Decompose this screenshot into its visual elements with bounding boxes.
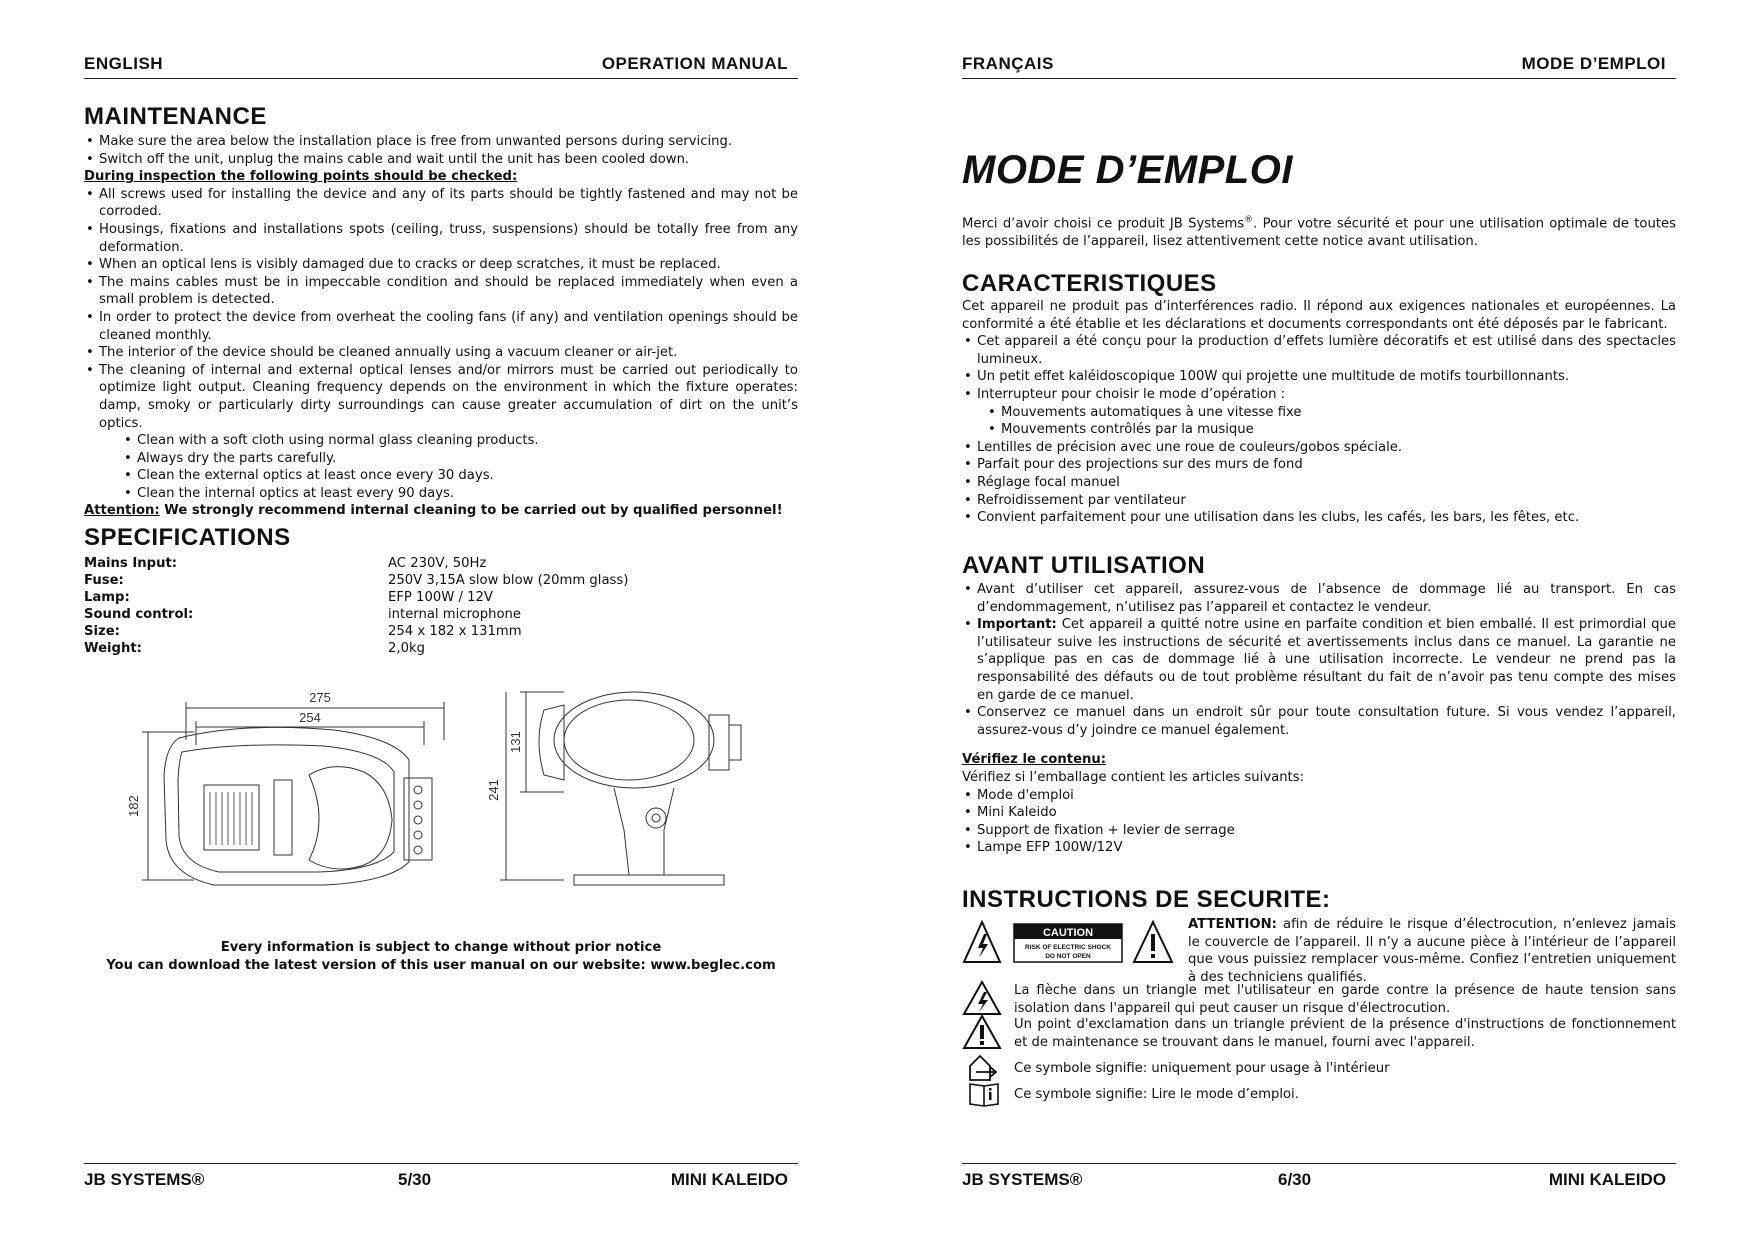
dim-label-241: 241 [486,779,501,801]
list-item: • Interrupteur pour choisir le mode d’opération : [962,386,1676,404]
avant-utilisation-section [962,581,1676,857]
read-manual-description: Ce symbole signifie: Lire le mode d’emploi. [1014,1087,1299,1102]
page-footer [962,1163,1676,1189]
notice-line: Every information is subject to change without prior notice [220,940,662,955]
specifications-heading: SPECIFICATIONS [84,524,291,551]
notice [84,939,798,974]
exclamation-icon [962,1014,1002,1050]
page-header [962,52,1676,79]
exclamation-description: Un point d'exclamation dans un triangle prévient de la présence d'instructions de fonctionnement et de maintenance se trouvant dans le manuel, fourni avec l'appareil. [1014,1017,1676,1050]
lightning-flash-icon [962,980,1002,1016]
attention-label: Attention: [84,503,160,519]
spec-key: Size: [84,624,120,639]
list-item: • In order to protect the device from overheat the cooling fans (if any) and ventilation openings should be cleaned monthly. [84,309,798,344]
verify-label: Vérifiez le contenu: [962,752,1107,768]
dim-label-182: 182 [126,795,141,817]
top-view-body [164,727,409,885]
dim-label-131: 131 [508,731,523,753]
footer-product: MINI KALEIDO [670,1170,788,1189]
specifications-table [84,555,628,657]
list-item: • Clean the internal optics at least every 90 days. [122,485,798,503]
avant-utilisation-heading: AVANT UTILISATION [962,552,1206,579]
avant-list [962,581,1676,739]
list-item: • Mouvements automatiques à une vitesse fixe [986,404,1676,422]
verify-text: Vérifiez si l’emballage contient les articles suivants: [962,769,1305,785]
list-item: • The interior of the device should be cleaned annually using a vacuum cleaner or air-jet. [84,344,798,362]
indoor-use-icon [966,1052,1000,1082]
exclamation-triangle-icon [1134,922,1172,962]
list-item [962,616,1676,704]
spec-value: EFP 100W / 12V [388,590,493,605]
notice-line: You can download the latest version of this user manual on our website: www.beglec.com [106,957,776,973]
list-item: • Switch off the unit, unplug the mains cable and wait until the unit has been cooled down. [84,151,798,169]
table-row [84,572,628,589]
important-label: Important: [977,617,1057,633]
list-item: • Mode d'emploi [962,787,1676,805]
top-view-lens [404,778,432,860]
page-footer [84,1163,798,1189]
footer-brand: JB SYSTEMS® [84,1170,205,1189]
side-view-base [574,875,724,885]
header-title: OPERATION MANUAL [601,54,788,73]
side-view-lens [709,715,729,770]
spec-value: 254 x 182 x 131mm [388,624,522,639]
spec-value: internal microphone [388,607,522,622]
spec-key: Sound control: [84,607,194,622]
list-item: • Mouvements contrôlés par la musique [986,421,1676,439]
spec-key: Lamp: [84,590,130,605]
attention-text: afin de réduire le risque d’électrocution, n’enlevez jamais le couvercle de l’appareil. Il n’y a aucune pièce à l’intérieur de l’appareil que vous puissiez remplacer vous-même. Confiez l’entretien uniquement à des techniciens qualifiés. [1188,917,1676,985]
side-view-body [554,692,714,788]
top-view-grille [204,785,259,850]
indoor-use-description: Ce symbole signifie: uniquement pour usage à l'intérieur [1014,1061,1390,1076]
page-header [84,52,798,79]
side-view-knob [646,808,666,828]
caution-sub-1: RISK OF ELECTRIC SHOCK [1025,944,1111,951]
list-item: • Réglage focal manuel [962,474,1676,492]
list-item: • The cleaning of internal and external optical lenses and/or mirrors must be carried out periodically to optimize light output. Cleaning frequency depends on the environment in which the fixture operates: damp, smoky or particularly dirty surroundings can cause greater accumulation of dirt on the unit’s optics. [84,362,798,432]
list-item: • The mains cables must be in impeccable condition and should be replaced immediately when even a small problem is detected. [84,274,798,309]
list-item: • Parfait pour des projections sur des murs de fond [962,456,1676,474]
mode-sublist [948,404,1676,439]
caution-symbols [962,918,1182,968]
list-item: • Convient parfaitement pour une utilisation dans les clubs, les cafés, les bars, les fêtes, etc. [962,509,1676,527]
footer-page-number: 5/30 [398,1170,432,1189]
list-item: • Conservez ce manuel dans un endroit sûr pour toute consultation future. Si vous vendez l’appareil, assurez-vous d’y joindre ce manuel également. [962,704,1676,739]
table-row [84,589,628,606]
list-item: • Refroidissement par ventilateur [962,492,1676,510]
list-item: • Support de fixation + levier de serrage [962,822,1676,840]
contents-list [962,787,1676,857]
page-francais [962,0,1676,1240]
dimension-drawing [124,680,804,895]
caracteristiques-heading: CARACTERISTIQUES [962,270,1217,297]
header-language: FRANÇAIS [962,54,1054,73]
important-text: Cet appareil a quitté notre usine en parfaite condition et bien emballé. Il est primordial que l’utilisateur suive les instructions de sécurité et avertissements inclus dans ce manuel. La garantie ne s’applique pas en cas de dommage lié à une utilisation incorrecte. Le vendeur ne prend pas la responsabilité des défauts ou de tout problème résultant du fait de n’avoir pas tenu compte des mises en garde de ce manuel. [977,617,1676,703]
read-manual-icon [968,1080,1002,1108]
dim-label-254: 254 [299,710,321,725]
caracteristiques-intro: Cet appareil ne produit pas d’interférences radio. Il répond aux exigences nationales et européennes. La conformité a été établie et les déclarations et documents correspondants ont été déposés par le fabricant. [962,299,1676,332]
inspection-label: During inspection the following points should be checked: [84,169,518,185]
spec-value: 250V 3,15A slow blow (20mm glass) [388,573,629,588]
header-title: MODE D’EMPLOI [1521,54,1666,73]
caution-sub-2: DO NOT OPEN [1045,953,1091,960]
caution-label-icon [1014,924,1122,962]
list-item: • Avant d’utiliser cet appareil, assurez-vous de l’absence de dommage lié au transport. En cas d’endommagement, n’utilisez pas l’appareil et contactez le vendeur. [962,581,1676,616]
list-item: • Housings, fixations and installations spots (ceiling, truss, suspensions) should be totally free from any deformation. [84,221,798,256]
intro-text: Merci d’avoir choisi ce produit JB Systems [962,216,1245,232]
caution-word: CAUTION [1042,927,1094,939]
list-item: • Clean the external optics at least once every 30 days. [122,467,798,485]
table-row [84,555,628,572]
list-item: • When an optical lens is visibly damaged due to cracks or deep scratches, it must be replaced. [84,256,798,274]
caracteristiques-section [962,298,1676,527]
dim-label-275: 275 [309,690,331,705]
list-item: • All screws used for installing the device and any of its parts should be tightly fastened and may not be corroded. [84,186,798,221]
list-item: • Clean with a soft cloth using normal glass cleaning products. [122,432,798,450]
table-row [84,623,628,640]
footer-product: MINI KALEIDO [1548,1170,1666,1189]
spec-key: Mains Input: [84,556,178,571]
registered-mark: ® [1244,215,1254,225]
list-item: • Cet appareil a été conçu pour la production d’effets lumière décoratifs et est utilisé dans des spectacles lumineux. [962,333,1676,368]
list-item: • Un petit effet kaléidoscopique 100W qui projette une multitude de motifs tourbillonnants. [962,368,1676,386]
spec-value: AC 230V, 50Hz [388,556,487,571]
cleaning-sublist [84,432,798,502]
high-voltage-triangle-icon [964,922,1000,962]
intro-paragraph [962,212,1676,251]
table-row [84,640,628,657]
document-title: MODE D’EMPLOI [962,148,1293,192]
intro-text-cont: . Pour votre sécurité et pour une utilisation optimale de toutes les possibilités de l’appareil, lisez attentivement cette notice avant utilisation. [962,216,1676,249]
list-item: • Lampe EFP 100W/12V [962,839,1676,857]
flash-description: La flèche dans un triangle met l'utilisateur en garde contre la présence de haute tension sans isolation dans l'appareil qui peut causer un risque d'électrocution. [1014,983,1676,1016]
inspection-list [84,186,798,432]
list-item: • Always dry the parts carefully. [122,450,798,468]
attention-label: ATTENTION: [1188,917,1277,932]
list-item: • Mini Kaleido [962,804,1676,822]
maintenance-intro-list [84,133,798,168]
spec-key: Fuse: [84,573,124,588]
footer-page-number: 6/30 [1278,1170,1312,1189]
list-item: • Make sure the area below the installation place is free from unwanted persons during servicing. [84,133,798,151]
attention-note [84,502,798,520]
feature-list [962,333,1676,403]
securite-heading: INSTRUCTIONS DE SECURITE: [962,886,1331,913]
spec-key: Weight: [84,641,142,656]
footer-brand: JB SYSTEMS® [962,1170,1083,1189]
attention-text: We strongly recommend internal cleaning to be carried out by qualified personnel! [159,503,783,519]
page-english [84,0,798,1240]
maintenance-section [84,133,798,520]
attention-paragraph [1188,916,1676,986]
table-row [84,606,628,623]
spec-value: 2,0kg [388,641,425,656]
maintenance-heading: MAINTENANCE [84,103,267,130]
header-language: ENGLISH [84,54,164,73]
list-item: • Lentilles de précision avec une roue de couleurs/gobos spéciale. [962,439,1676,457]
feature-list-cont [962,439,1676,527]
